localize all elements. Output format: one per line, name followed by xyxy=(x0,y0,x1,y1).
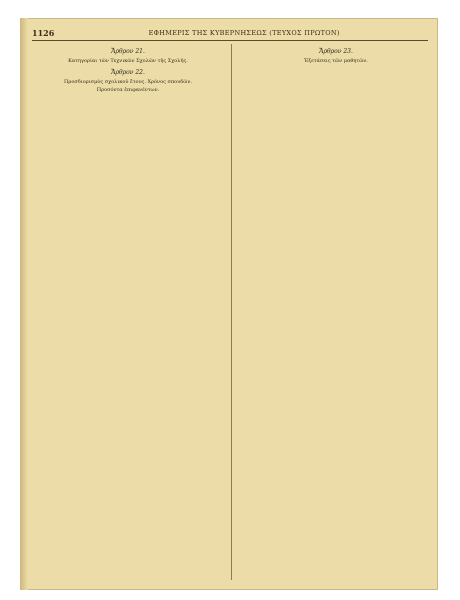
article-22-subheading-2: Προσόντα ἐπιφανέντων. xyxy=(96,87,160,93)
right-column xyxy=(242,44,430,584)
article-22-subheading: Προσδιορισμὸς σχολικοῦ ἔτους. Χρόνος σπουδῶν. xyxy=(64,78,192,85)
article-22-heading: Ἄρθρον 22. xyxy=(111,68,145,76)
article-21-heading: Ἄρθρον 21. xyxy=(111,48,145,55)
left-column xyxy=(34,44,222,584)
journal-title: ΕΦΗΜΕΡΙΣ ΤΗΣ ΚΥΒΕΡΝΗΣΕΩΣ (ΤΕΥΧΟΣ ΠΡΩΤΟΝ) xyxy=(148,29,340,37)
article-23-heading: Ἄρθρον 23. xyxy=(319,48,353,55)
page-number: 1126 xyxy=(32,28,55,38)
page-spine-shadow xyxy=(20,18,28,590)
page-header xyxy=(32,24,428,41)
article-23-subheading: Ἐξετάσεις τῶν μαθητῶν. xyxy=(304,58,368,64)
column-divider xyxy=(231,44,232,580)
document-page xyxy=(20,18,438,590)
article-21-subheading: Κατηγορίαι τῶν Τεχνικῶν Σχολῶν τῆς Σχολῆς. xyxy=(68,58,188,64)
